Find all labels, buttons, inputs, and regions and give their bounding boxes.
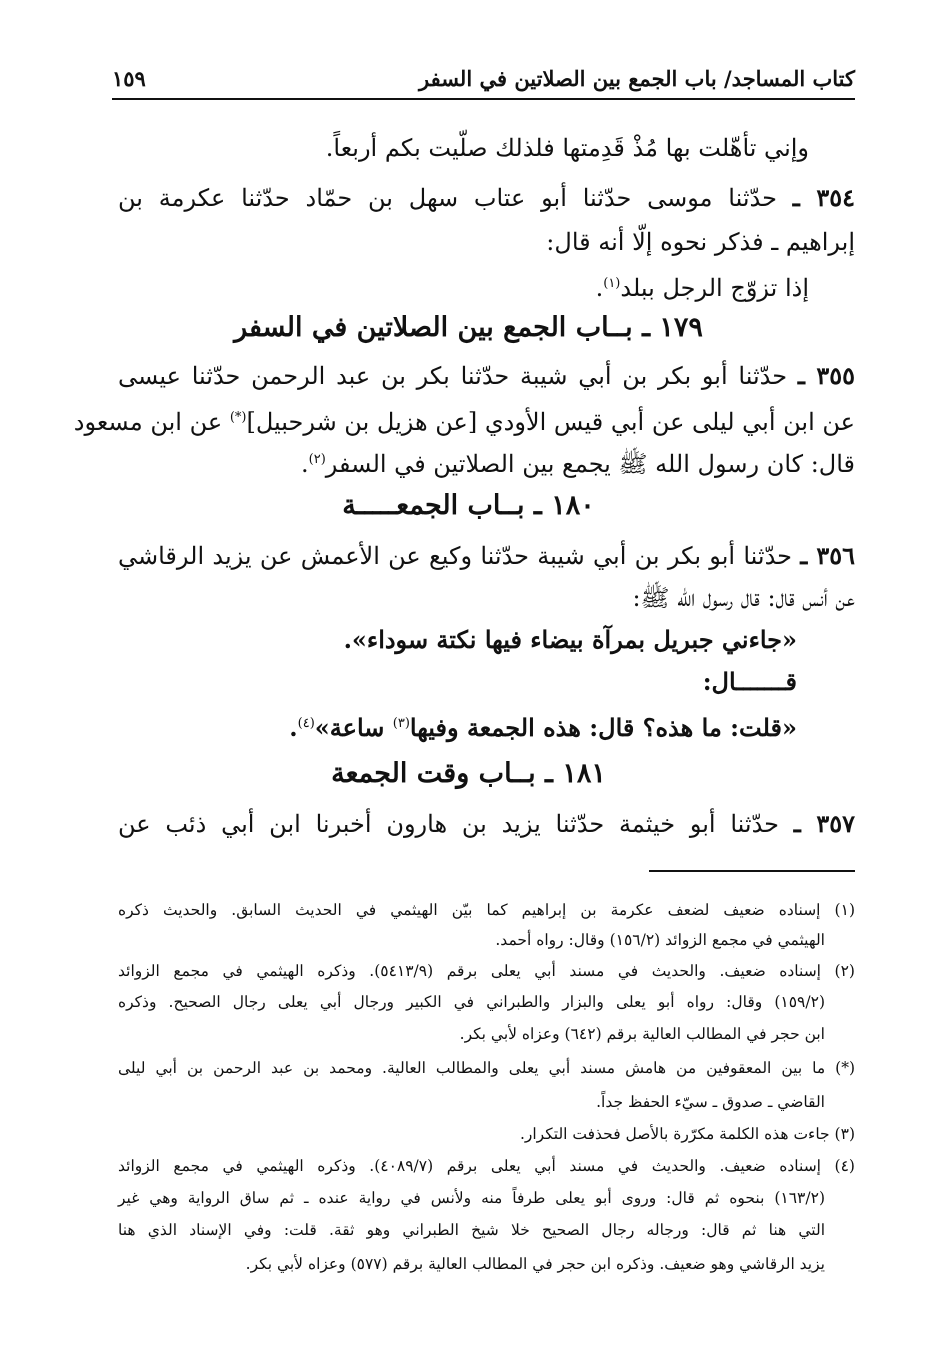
text-line bbox=[118, 264, 809, 304]
hadith-355-line bbox=[118, 356, 855, 396]
footnote-ref: (٤) bbox=[297, 716, 315, 731]
line-text: حدّثنا أبو بكر بن أبي شيبة حدّثنا وكيع عن الأعمش عن يزيد الرقاشي bbox=[118, 542, 793, 570]
line-text: ساعة» bbox=[314, 713, 385, 742]
line-end: . bbox=[301, 450, 309, 478]
hadith-number: ٣٥٧ ـ bbox=[793, 809, 855, 838]
text-line bbox=[118, 578, 855, 618]
line-end: . bbox=[595, 274, 604, 302]
chapter-heading-179: ١٧٩ ـ بــاب الجمع بين الصلاتين في السفر bbox=[234, 312, 703, 343]
line-text: حدّثنا موسى حدّثنا أبو عتاب سهل بن حمّاد حدّثنا عكرمة بن bbox=[118, 184, 777, 212]
quoted-text-line bbox=[118, 662, 797, 702]
footnote-line: ابن حجر في المطالب العالية برقم (٦٤٢) وعزاه لأبي بكر. bbox=[459, 1025, 825, 1043]
footnote-line: (١٥٩/٢) وقال: رواه أبو يعلى والبزار والطبراني في الكبير ورجال أبي يعلى رجال الصحيح. وذكره bbox=[118, 993, 825, 1011]
text-line bbox=[118, 128, 809, 168]
line-text: حدّثنا أبو خيثمة حدّثنا يزيد بن هارون أخبرنا ابن أبي ذئب عن bbox=[118, 810, 780, 838]
footnote-line: (٤) إسناده ضعيف. والحديث في مسند أبي يعلى برقم (٤٠٨٩/٧). وذكره الهيثمي في مجمع الزوائد bbox=[118, 1157, 855, 1175]
text-line bbox=[118, 440, 855, 480]
line-text: عن ابن أبي ليلى عن أبي قيس الأودي [عن هزيل بن شرحبيل] bbox=[246, 408, 855, 436]
line-text: إذا تزوّج الرجل ببلد bbox=[620, 274, 809, 302]
footnote-separator bbox=[649, 870, 855, 872]
footnote-line: (٢) إسناده ضعيف. والحديث في مسند أبي يعلى برقم (٥٤١٣/٩). وذكره الهيثمي في مجمع الزوائد bbox=[118, 962, 855, 980]
line-text: وإني تأهّلت بها مُذْ قَدِمتها فلذلك صلّيت بكم أربعاً. bbox=[325, 134, 809, 162]
hadith-number: ٣٥٦ ـ bbox=[800, 541, 856, 570]
footnote-ref: (١) bbox=[603, 276, 621, 291]
line-text: إبراهيم ـ فذكر نحوه إلّا أنه قال: bbox=[546, 228, 855, 256]
footnote-ref: (*) bbox=[229, 410, 247, 425]
page-number: ١٥٩ bbox=[112, 66, 146, 91]
line-text: قال: كان رسول الله ﷺ يجمع بين الصلاتين في السفر bbox=[325, 450, 855, 478]
footnote-line: (٣) جاءت هذه الكلمة مكرّرة بالأصل فحذفت التكرار. bbox=[519, 1125, 855, 1143]
footnote-line: القاضي ـ صدوق ـ سيّء الحفظ جداً. bbox=[596, 1093, 825, 1111]
footnote-line: يزيد الرقاشي وهو ضعيف. وذكره ابن حجر في المطالب العالية برقم (٥٧٧) وعزاه لأبي بكر. bbox=[245, 1255, 825, 1273]
footnote-ref: (٢) bbox=[308, 452, 326, 467]
hadith-number: ٣٥٥ ـ bbox=[797, 361, 856, 390]
line-text: عن أنس قال: قال رسول الله ﷺ: bbox=[632, 584, 855, 612]
footnote-line: التي هنا ثم قال: ورجاله رجال الصحيح خلا شيخ الطبراني وهو ثقة. قلت: وفي الإسناد الذي هنا bbox=[118, 1221, 825, 1239]
footnote-line: (*) ما بين المعقوفين من هامش مسند أبي يعلى والمطالب العالية. ومحمد بن عبد الرحمن بن أبي ليلى bbox=[118, 1059, 855, 1077]
footnote-line: (١٦٣/٢) بنحوه ثم قال: وروى أبو يعلى طرفاً منه ولأنس في رواية عنده ـ ثم ساق الرواية وهي غير bbox=[118, 1189, 825, 1207]
hadith-354-line bbox=[118, 178, 855, 218]
line-text: «جاءني جبريل بمرآة بيضاء فيها نكتة سوداء». bbox=[343, 625, 797, 654]
text-line bbox=[73, 398, 855, 438]
chapter-heading-180: ١٨٠ ـ بــاب الجمعـــــة bbox=[342, 490, 595, 521]
footnote-line: الهيثمي في مجمع الزوائد (١٥٦/٢) وقال: رواه أحمد. bbox=[495, 931, 825, 949]
line-text: قـــــــال: bbox=[702, 667, 797, 696]
hadith-number: ٣٥٤ ـ bbox=[792, 183, 855, 212]
quoted-text-line bbox=[118, 620, 797, 660]
footnote-line: (١) إسناده ضعيف لضعف عكرمة بن إبراهيم كما بيّن الهيثمي في الحديث السابق. والحديث ذكره bbox=[118, 901, 855, 919]
line-end: . bbox=[289, 713, 298, 742]
line-text: «قلت: ما هذه؟ قال: هذه الجمعة وفيها bbox=[409, 713, 797, 742]
header-title: كتاب المساجد/ باب الجمع بين الصلاتين في السفر bbox=[418, 66, 855, 91]
line-text: حدّثنا أبو بكر بن أبي شيبة حدّثنا بكر بن عبد الرحمن حدّثنا عيسى bbox=[118, 362, 788, 390]
quoted-text-line bbox=[118, 704, 797, 744]
text-line bbox=[118, 222, 855, 262]
chapter-heading-181: ١٨١ ـ بــاب وقت الجمعة bbox=[331, 758, 606, 789]
hadith-356-line bbox=[118, 536, 855, 576]
running-header bbox=[112, 62, 855, 100]
line-end: عن ابن مسعود bbox=[73, 408, 223, 436]
footnote-ref: (٣) bbox=[392, 716, 410, 731]
hadith-357-line bbox=[118, 804, 855, 844]
